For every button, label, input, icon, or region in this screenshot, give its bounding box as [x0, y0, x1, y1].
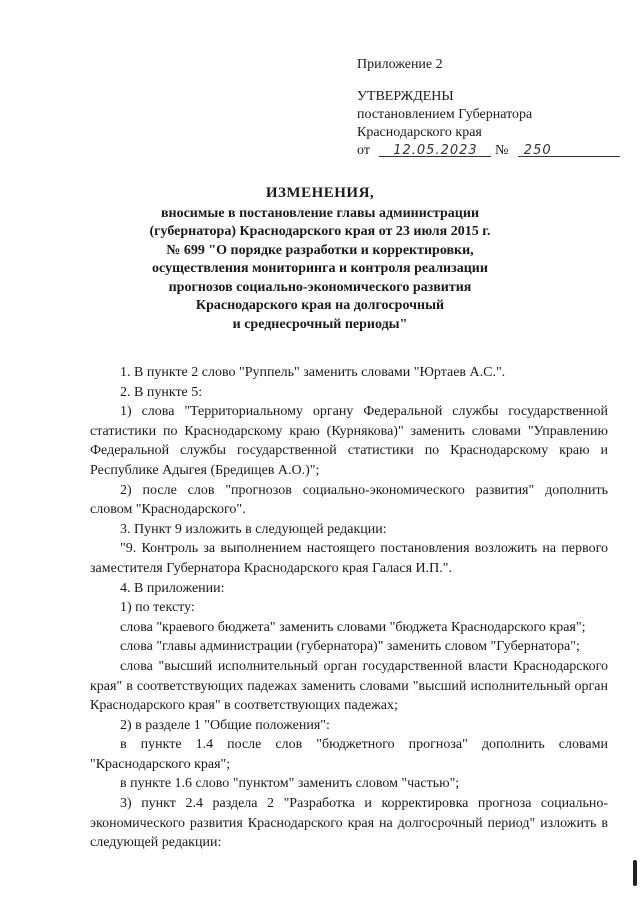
date-number-line: [357, 142, 617, 160]
date-field: [379, 142, 491, 157]
approval-block: [357, 56, 617, 160]
handwritten-date: 12.05.2023: [393, 143, 478, 158]
appendix-label: Приложение 2: [357, 57, 443, 72]
paragraph: слова "высший исполнительный орган государственной власти Краснодарского края" в соответствующих падежах заменить словами "высший исполнительный орган Краснодарского края" в соответствующих падежах;: [90, 658, 608, 714]
paragraph: слова "краевого бюджета" заменить словами "бюджета Краснодарского края";: [120, 619, 586, 635]
title-line: № 699 "О порядке разработки и корректировки,: [166, 242, 474, 258]
paragraph: "9. Контроль за выполнением настоящего постановления возложить на первого заместителя Губернатора Краснодарского края Галася И.П.".: [90, 541, 608, 576]
title-line: вносимые в постановление главы администрации: [160, 205, 480, 221]
paragraph: 1) по тексту:: [120, 600, 195, 616]
number-label: №: [494, 143, 509, 158]
title-line: осуществления мониторинга и контроля реализации: [152, 261, 488, 276]
paragraph: 2) после слов "прогнозов социально-экономического развития" дополнить словом "Краснодарского".: [90, 482, 608, 518]
document-title: [120, 184, 520, 334]
paragraph: 3) пункт 2.4 раздела 2 "Разработка и корректировка прогноза социально-экономического развития Краснодарского края на долгосрочный период" изложить в следующей редакции:: [90, 796, 608, 851]
title-line: (губернатора) Краснодарского края от 23 июля 2015 г.: [149, 224, 491, 239]
paragraph: в пункте 1.6 слово "пунктом" заменить словом "частью";: [120, 776, 460, 792]
paragraph: 1) слова "Территориальному органу Федеральной службы государственной статистики по Краснодарскому краю (Курнякова)" заменить словами "Управлению Федеральной службы государственной статистики по Краснодарскому краю и Республике Адыгея (Бредищев А.О.)";: [90, 404, 608, 478]
title-line: и среднесрочный периоды": [232, 316, 408, 332]
title-line: прогнозов социально-экономического развития: [168, 279, 472, 295]
paragraph: слова "главы администрации (губернатора)" заменить словом "Губернатора";: [120, 639, 580, 655]
paragraph: 2) в разделе 1 "Общие положения":: [120, 717, 330, 733]
paragraph: 2. В пункте 5:: [120, 384, 203, 400]
document-body: [90, 363, 608, 853]
paragraph: 3. Пункт 9 изложить в следующей редакции:: [120, 521, 387, 537]
handwritten-number: 250: [523, 143, 552, 158]
paragraph: 1. В пункте 2 слово "Руппель" заменить словами "Юртаев А.С.".: [120, 365, 506, 380]
title-heading: ИЗМЕНЕНИЯ,: [265, 185, 375, 201]
scan-edge-mark: [633, 860, 637, 886]
number-field: [518, 142, 620, 157]
approval-line-2: Краснодарского края: [357, 125, 482, 140]
from-label: от: [357, 143, 370, 158]
title-line: Краснодарского края на долгосрочный: [195, 298, 445, 313]
approved-label: УТВЕРЖДЕНЫ: [357, 89, 454, 104]
paragraph: 4. В приложении:: [120, 580, 225, 596]
paragraph: в пункте 1.4 после слов "бюджетного прогноза" дополнить словами "Краснодарского края";: [90, 737, 608, 772]
approval-line-1: постановлением Губернатора: [357, 107, 533, 122]
